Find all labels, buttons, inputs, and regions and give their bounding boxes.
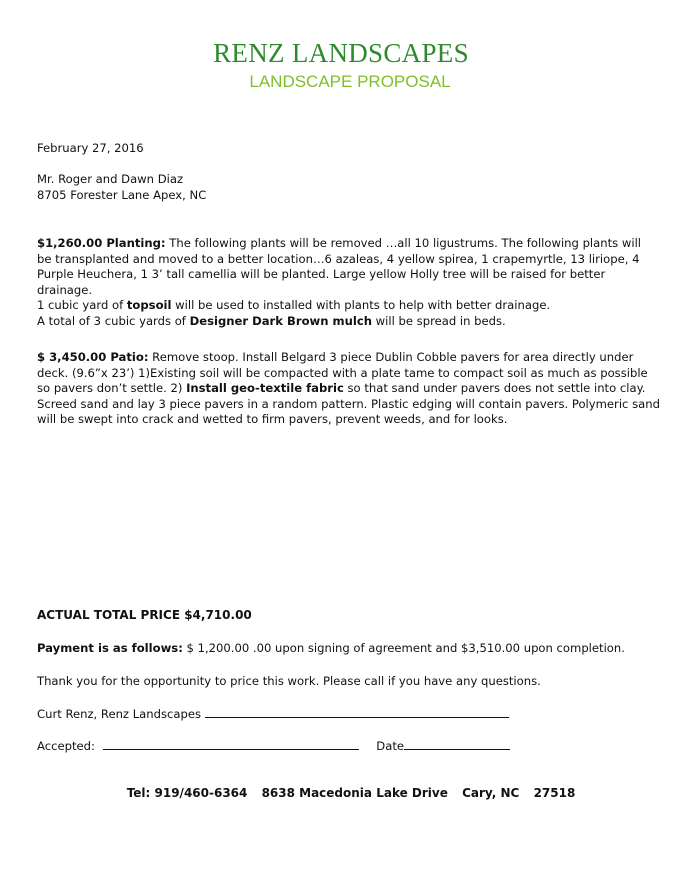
footer-address: 8638 Macedonia Lake Drive — [261, 786, 448, 800]
topsoil-bold: topsoil — [126, 298, 172, 312]
payment-label: Payment is as follows: — [37, 641, 183, 655]
mulch-text-a: A total of 3 cubic yards of — [37, 313, 190, 328]
mulch-text-c: will be spread in beds. — [371, 313, 506, 328]
document-subtitle: LANDSCAPE PROPOSAL — [249, 72, 451, 91]
signature-line — [37, 706, 509, 723]
mulch-bold: Designer Dark Brown mulch — [189, 313, 372, 328]
thank-you-note: Thank you for the opportunity to price this work. Please call if you have any questions. — [37, 674, 541, 688]
topsoil-text-a: 1 cubic yard of — [37, 298, 127, 312]
date-blank[interactable] — [404, 738, 510, 750]
footer-contact — [0, 786, 682, 800]
payment-terms — [37, 641, 625, 657]
proposal-date: February 27, 2016 — [37, 141, 144, 155]
topsoil-text-c: will be used to installed with plants to help with better drainage. — [171, 298, 551, 312]
footer-tel: Tel: 919/460-6364 — [126, 786, 248, 800]
footer-zip: 27518 — [533, 786, 576, 800]
planting-paragraph — [37, 236, 657, 298]
signature-label: Curt Renz, Renz Landscapes — [37, 707, 205, 721]
footer-city: Cary, NC — [462, 786, 520, 800]
planting-section — [37, 236, 657, 329]
accepted-label: Accepted: — [37, 739, 95, 753]
planting-price: $1,260.00 Planting: — [37, 236, 166, 250]
patio-section — [37, 350, 663, 428]
signature-blank[interactable] — [205, 706, 509, 718]
client-name: Mr. Roger and Dawn Diaz — [37, 172, 184, 186]
patio-text-a: Remove stoop. Install Belgard 3 piece Dublin Cobble pavers for area directly under deck. (9.6”x 23’) 1)Existing soil will be compacted with a plate tame to compact soil as much as possible so pavers don’t settle. 2) — [37, 350, 648, 395]
patio-paragraph — [37, 350, 663, 428]
patio-price: $ 3,450.00 Patio: — [37, 350, 149, 364]
payment-text: $ 1,200.00 .00 upon signing of agreement and $3,510.00 upon completion. — [182, 641, 625, 655]
patio-fabric-bold: Install geo-textile fabric — [186, 381, 344, 395]
topsoil-line — [37, 298, 657, 314]
mulch-line — [37, 314, 657, 330]
total-price: ACTUAL TOTAL PRICE $4,710.00 — [37, 608, 252, 622]
company-name: RENZ LANDSCAPES — [213, 38, 469, 68]
client-address-block — [37, 172, 206, 203]
client-address: 8705 Forester Lane Apex, NC — [37, 187, 207, 202]
accepted-blank[interactable] — [103, 738, 359, 750]
planting-description: The following plants will be removed …all 10 ligustrums. The following plants will be transplanted and moved to a better location…6 azaleas, 4 yellow spirea, 1 crapemyrtle, 13 liriope, 4 Purple Heuchera, 1 3’ tall camellia will be planted. Large yellow Holly tree will be raised for better drainage. — [37, 236, 642, 297]
date-label: Date — [376, 739, 405, 753]
acceptance-line — [37, 738, 510, 755]
patio-text-c: so that sand under pavers does not settle into clay. Screed sand and lay 3 piece pavers in a random pattern. Plastic edging will contain pavers. Polymeric sand will be swept into crack and wetted to firm pavers, prevent weeds, and for looks. — [37, 381, 660, 426]
